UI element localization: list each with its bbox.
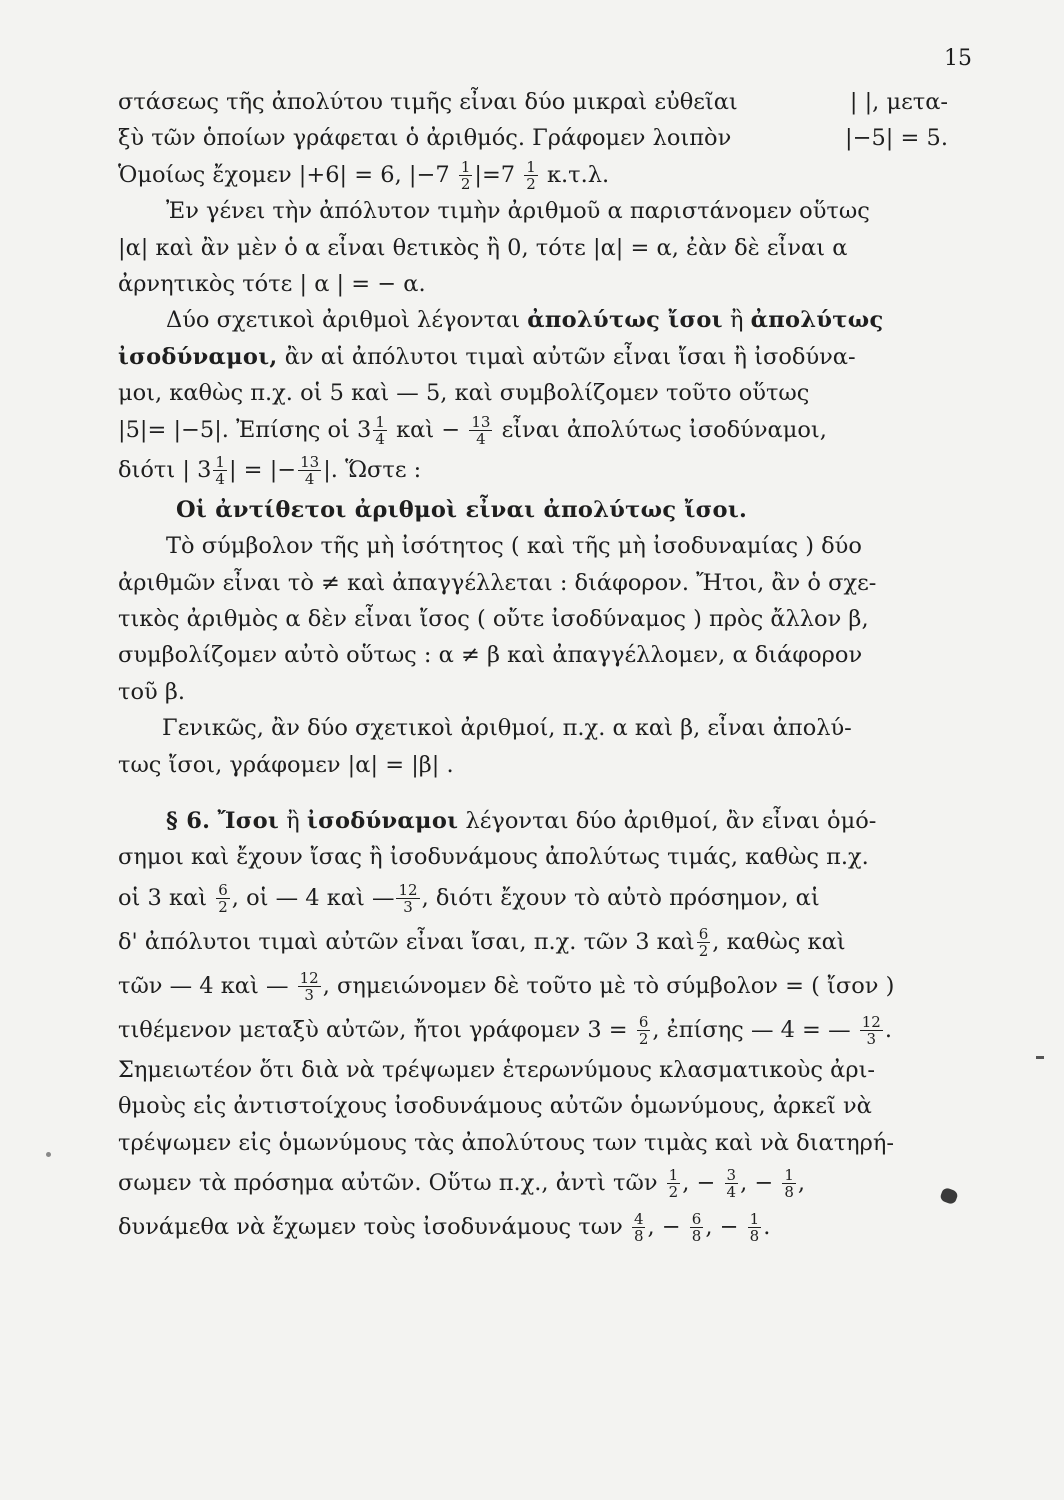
line: σωμεν τὰ πρόσημα αὐτῶν. Οὕτω π.χ., ἀντὶ τῶν $\frac{1}{2}$ , − $\frac{3}{4}$ , − $\frac{1}{8}$ , <box>118 1166 806 1202</box>
line: μοι, καθὼς π.χ. οἱ 5 καὶ — 5, καὶ συμβολίζομεν τοῦτο οὕτως <box>118 380 810 407</box>
fraction: $\frac{12}{3}$ <box>398 881 418 917</box>
fraction: $\frac{6}{2}$ <box>638 1013 649 1049</box>
line: Δύο σχετικοὶ ἀριθμοὶ λέγονται ἀπολύτως ἴσοι ἢ ἀπολύτως <box>166 307 884 334</box>
line: |5|= |−5|. Ἐπίσης οἱ 3 $\frac{1}{4}$ καὶ − $\frac{13}{4}$ εἶναι ἀπολύτως ἰσοδύναμοι, <box>118 413 827 448</box>
line: |α| καὶ ἂν μὲν ὁ α εἶναι θετικὸς ἢ 0, τότε |α| = α, ἐὰν δὲ εἶναι α <box>118 234 848 261</box>
line: τικὸς ἀριθμὸς α δὲν εἶναι ἴσος ( οὔτε ἰσοδύναμος ) πρὸς ἄλλον β, <box>118 606 869 633</box>
fraction: $\frac{6}{8}$ <box>691 1210 702 1246</box>
fraction: $\frac{4}{8}$ <box>633 1210 644 1246</box>
line: ξὺ τῶν ὁποίων γράφεται ὁ ἀριθμός. Γράφομεν λοιπὸν |−5| = 5. <box>118 125 948 152</box>
line: τιθέμενον μεταξὺ αὐτῶν, ἤτοι γράφομεν 3 = $\frac{6}{2}$ , ἐπίσης — 4 = — $\frac{12}{3}$ . <box>118 1013 892 1049</box>
paper-mark <box>1036 1056 1044 1059</box>
line: τως ἴσοι, γράφομεν |α| = |β| . <box>118 751 454 778</box>
fraction: $\frac{13}{4}$ <box>300 453 320 489</box>
line: τοῦ β. <box>118 678 185 705</box>
line: στάσεως τῆς ἀπολύτου τιμῆς εἶναι δύο μικραὶ εὐθεῖαι | |, μετα- <box>118 89 948 115</box>
fraction: $\frac{12}{3}$ <box>299 969 319 1005</box>
rule-statement: Οἱ ἀντίθετοι ἀριθμοὶ εἶναι ἀπολύτως ἴσοι. <box>176 496 748 523</box>
line: Ἐν γένει τὴν ἀπόλυτον τιμὴν ἀριθμοῦ α παριστάνομεν οὕτως <box>166 198 870 225</box>
section-heading-line: § 6. Ἴσοι ἢ ἰσοδύναμοι λέγονται δύο ἀριθμοί, ἂν εἶναι ὁμό- <box>166 808 877 835</box>
line: διότι | 3 $\frac{1}{4}$ | = |− $\frac{13}{4}$ |. Ὥστε : <box>118 453 422 489</box>
fraction: $\frac{1}{4}$ <box>375 413 385 448</box>
section-number: § 6. <box>166 808 211 835</box>
line: Τὸ σύμβολον τῆς μὴ ἰσότητος ( καὶ τῆς μὴ ἰσοδυναμίας ) δύο <box>166 533 862 560</box>
fraction: $\frac{1}{8}$ <box>784 1166 794 1202</box>
fraction: $\frac{13}{4}$ <box>471 413 491 448</box>
line: οἱ 3 καὶ $\frac{6}{2}$ , οἱ — 4 καὶ — $\frac{12}{3}$ , διότι ἔχουν τὸ αὐτὸ πρόσημον, αἱ <box>118 881 820 917</box>
line: σημοι καὶ ἔχουν ἴσας ἢ ἰσοδυνάμους ἀπολύτως τιμάς, καθὼς π.χ. <box>118 844 869 871</box>
page-number: 15 <box>944 46 972 71</box>
line: δ' ἀπόλυτοι τιμαὶ αὐτῶν εἶναι ἴσαι, π.χ. τῶν 3 καὶ $\frac{6}{2}$ , καθὼς καὶ <box>118 925 846 961</box>
fraction: $\frac{1}{4}$ <box>215 453 225 489</box>
fraction: $\frac{1}{2}$ <box>460 158 471 194</box>
fraction: $\frac{3}{4}$ <box>726 1166 737 1202</box>
fraction: $\frac{1}{2}$ <box>526 158 536 194</box>
paper-speck <box>46 1152 51 1157</box>
line: δυνάμεθα νὰ ἔχωμεν τοὺς ἰσοδυνάμους των $\frac{4}{8}$ , − $\frac{6}{8}$ , − $\frac{1}{8}$ . <box>118 1210 771 1246</box>
fraction: $\frac{12}{3}$ <box>861 1013 881 1049</box>
line: συμβολίζομεν αὐτὸ οὕτως : α ≠ β καὶ ἀπαγγέλλομεν, α διάφορον <box>118 642 863 669</box>
fraction: $\frac{1}{2}$ <box>668 1166 679 1202</box>
line: Σημειωτέον ὅτι διὰ νὰ τρέψωμεν ἑτερωνύμους κλασματικοὺς ἀρι- <box>118 1056 876 1083</box>
line: ἰσοδύναμοι, ἂν αἱ ἀπόλυτοι τιμαὶ αὐτῶν εἶναι ἴσαι ἢ ἰσοδύνα- <box>118 343 856 370</box>
fraction: $\frac{6}{2}$ <box>218 881 228 917</box>
line: θμοὺς εἰς ἀντιστοίχους ἰσοδυνάμους αὐτῶν ὁμωνύμους, ἀρκεῖ νὰ <box>118 1093 872 1120</box>
fraction: $\frac{6}{2}$ <box>698 925 709 961</box>
line: ἀρνητικὸς τότε | α | = − α. <box>118 270 426 297</box>
line: τῶν — 4 καὶ — $\frac{12}{3}$ , σημειώνομεν δὲ τοῦτο μὲ τὸ σύμβολον = ( ἴσον ) <box>118 969 895 1005</box>
fraction: $\frac{1}{8}$ <box>749 1210 760 1246</box>
line: τρέψωμεν εἰς ὁμωνύμους τὰς ἀπολύτους των τιμὰς καὶ νὰ διατηρή- <box>118 1129 894 1156</box>
line: Γενικῶς, ἂν δύο σχετικοὶ ἀριθμοί, π.χ. α καὶ β, εἶναι ἀπολύ- <box>162 715 852 742</box>
line: ἀριθμῶν εἶναι τὸ ≠ καὶ ἀπαγγέλλεται : διάφορον. Ἤτοι, ἂν ὁ σχε- <box>118 569 877 596</box>
body-text <box>118 84 948 1249</box>
line: Ὁμοίως ἔχομεν |+6| = 6, |−7 $\frac{1}{2}$ |=7 $\frac{1}{2}$ κ.τ.λ. <box>118 158 610 194</box>
